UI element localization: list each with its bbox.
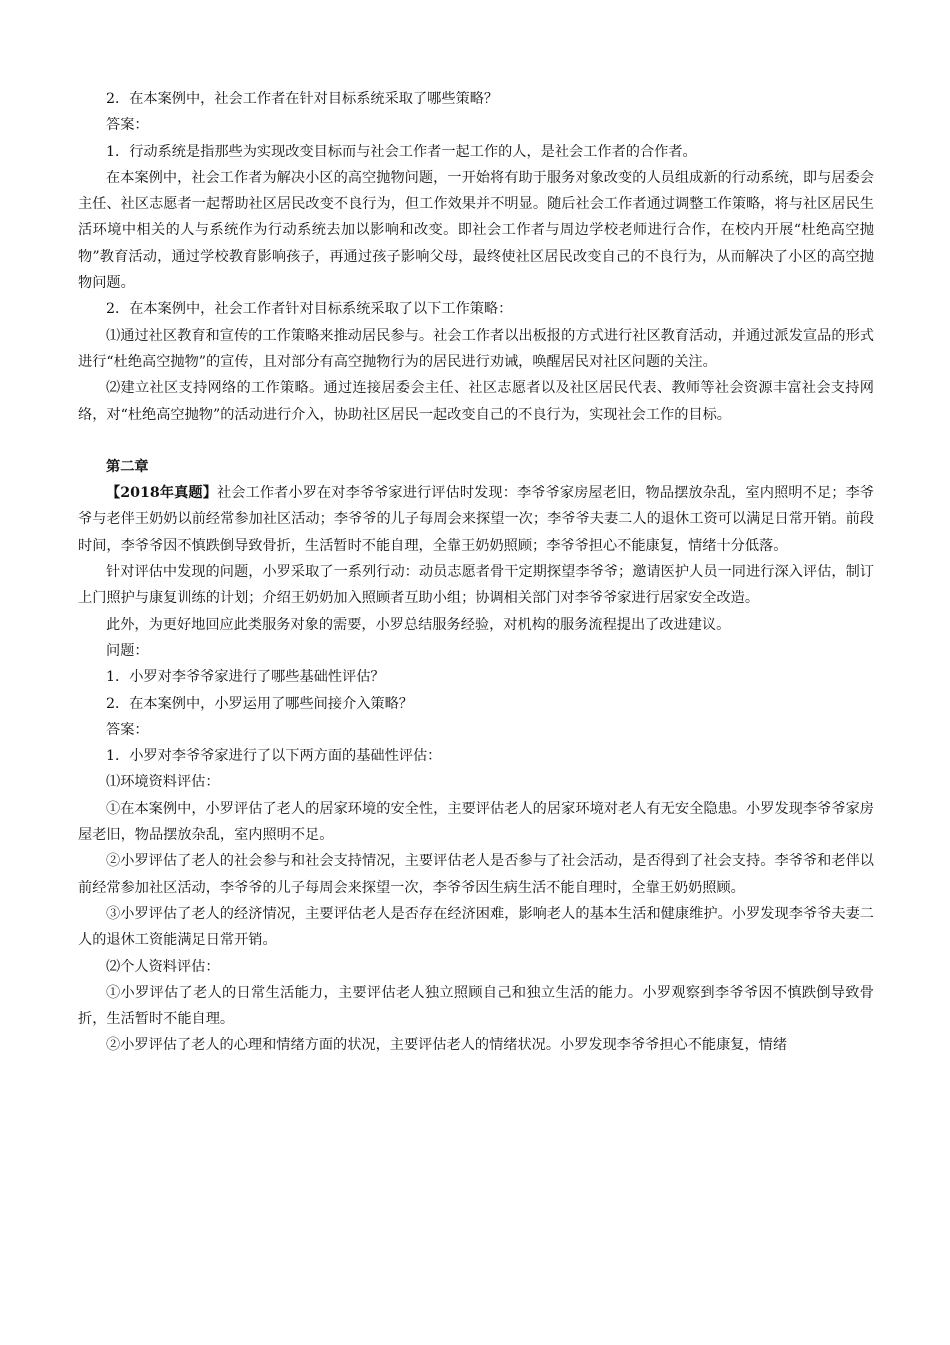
environment-item-2: ②小罗评估了老人的社会参与和社会支持情况，主要评估老人是否参与了社会活动，是否得到了社会支持。李爷爷和老伴以前经常参加社区活动，李爷爷的儿子每周会来探望一次，李爷爷因生病生活不能自理时，全靠王奶奶照顾。 (78, 853, 874, 896)
questions-label: 问题： (106, 642, 149, 659)
environment-assessment-heading: ⑴环境资料评估： (106, 774, 220, 791)
question-2: 2．在本案例中，小罗运用了哪些间接介入策略？ (106, 695, 413, 712)
answer-label-2: 答案： (106, 721, 149, 738)
strategy-1-paragraph: ⑴通过社区教育和宣传的工作策略来推动居民参与。社会工作者以出板报的方式进行社区教育活动，并通过派发宣品的形式进行“杜绝高空抛物”的宣传，且对部分有高空抛物行为的居民进行劝诫，唤醒居民对社区问题的关注。 (78, 327, 874, 370)
case-intro-text: 社会工作者小罗在对李爷爷家进行评估时发现：李爷爷家房屋老旧，物品摆放杂乱，室内照明不足；李爷爷与老伴王奶奶以前经常参加社区活动；李爷爷的儿子每周会来探望一次；李爷爷夫妻二人的退休工资可以满足日常开销。前段时间，李爷爷因不慎跌倒导致骨折，生活暂时不能自理，全靠王奶奶照顾；李爷爷担心不能康复，情绪十分低落。 (78, 485, 874, 554)
answer-2-intro: 2．在本案例中，社会工作者针对目标系统采取了以下工作策略： (106, 301, 513, 318)
exam-year-tag: 【2018年真题】 (106, 485, 218, 502)
answer-1-paragraph: 在本案例中，社会工作者为解决小区的高空抛物问题，一开始将有助于服务对象改变的人员组成新的行动系统，即与居委会主任、社区志愿者一起帮助社区居民改变不良行为，但工作效果并不明显。随后社会工作者通过调整工作策略，将与社区居民生活环境中相关的人与系统作为行动系统去加以影响和改变。即社会工作者与周边学校老师进行合作，在校内开展“杜绝高空抛物”教育活动，通过学校教育影响孩子，再通过孩子影响父母，最终使社区居民改变自己的不良行为，从而解决了小区的高空抛物问题。 (78, 169, 874, 292)
case-intro-paragraph (78, 480, 874, 559)
question-2-heading: 2．在本案例中，社会工作者在针对目标系统采取了哪些策略？ (106, 91, 499, 107)
answer-1-intro: 1．小罗对李爷爷家进行了以下两方面的基础性评估： (106, 748, 442, 765)
environment-item-1: ①在本案例中，小罗评估了老人的居家环境的安全性，主要评估老人的居家环境对老人有无安全隐患。小罗发现李爷爷家房屋老旧，物品摆放杂乱，室内照明不足。 (78, 800, 874, 844)
strategy-2-paragraph: ⑵建立社区支持网络的工作策略。通过连接居委会主任、社区志愿者以及社区居民代表、教师等社会资源丰富社会支持网络，对“杜绝高空抛物”的活动进行介入，协助社区居民一起改变自己的不良行为，实现社会工作的目标。 (78, 380, 874, 423)
case-actions-paragraph: 针对评估中发现的问题，小罗采取了一系列行动：动员志愿者骨干定期探望李爷爷；邀请医护人员一同进行深入评估，制订上门照护与康复训练的计划；介绍王奶奶加入照顾者互助小组；协调相关部门对李爷爷家进行居家安全改造。 (78, 564, 874, 607)
personal-item-2: ②小罗评估了老人的心理和情绪方面的状况，主要评估老人的情绪状况。小罗发现李爷爷担心不能康复，情绪 (106, 1037, 788, 1054)
case-improvement-paragraph: 此外，为更好地回应此类服务对象的需要，小罗总结服务经验，对机构的服务流程提出了改进建议。 (106, 616, 731, 633)
personal-item-1: ①小罗评估了老人的日常生活能力，主要评估老人独立照顾自己和独立生活的能力。小罗观察到李爷爷因不慎跌倒导致骨折，生活暂时不能自理。 (78, 984, 874, 1028)
personal-assessment-heading: ⑵个人资料评估： (106, 958, 220, 975)
answer-1-definition: 1．行动系统是指那些为实现改变目标而与社会工作者一起工作的人，是社会工作者的合作者。 (106, 143, 697, 160)
chapter-title: 第二章 (106, 458, 149, 475)
question-1: 1．小罗对李爷爷家进行了哪些基础性评估？ (106, 669, 385, 686)
environment-item-3: ③小罗评估了老人的经济情况，主要评估老人是否存在经济困难，影响老人的基本生活和健康维护。小罗发现李爷爷夫妻二人的退休工资能满足日常开销。 (78, 905, 874, 949)
document-page (78, 86, 874, 1059)
section-spacer (78, 428, 874, 454)
answer-label: 答案： (106, 117, 149, 134)
